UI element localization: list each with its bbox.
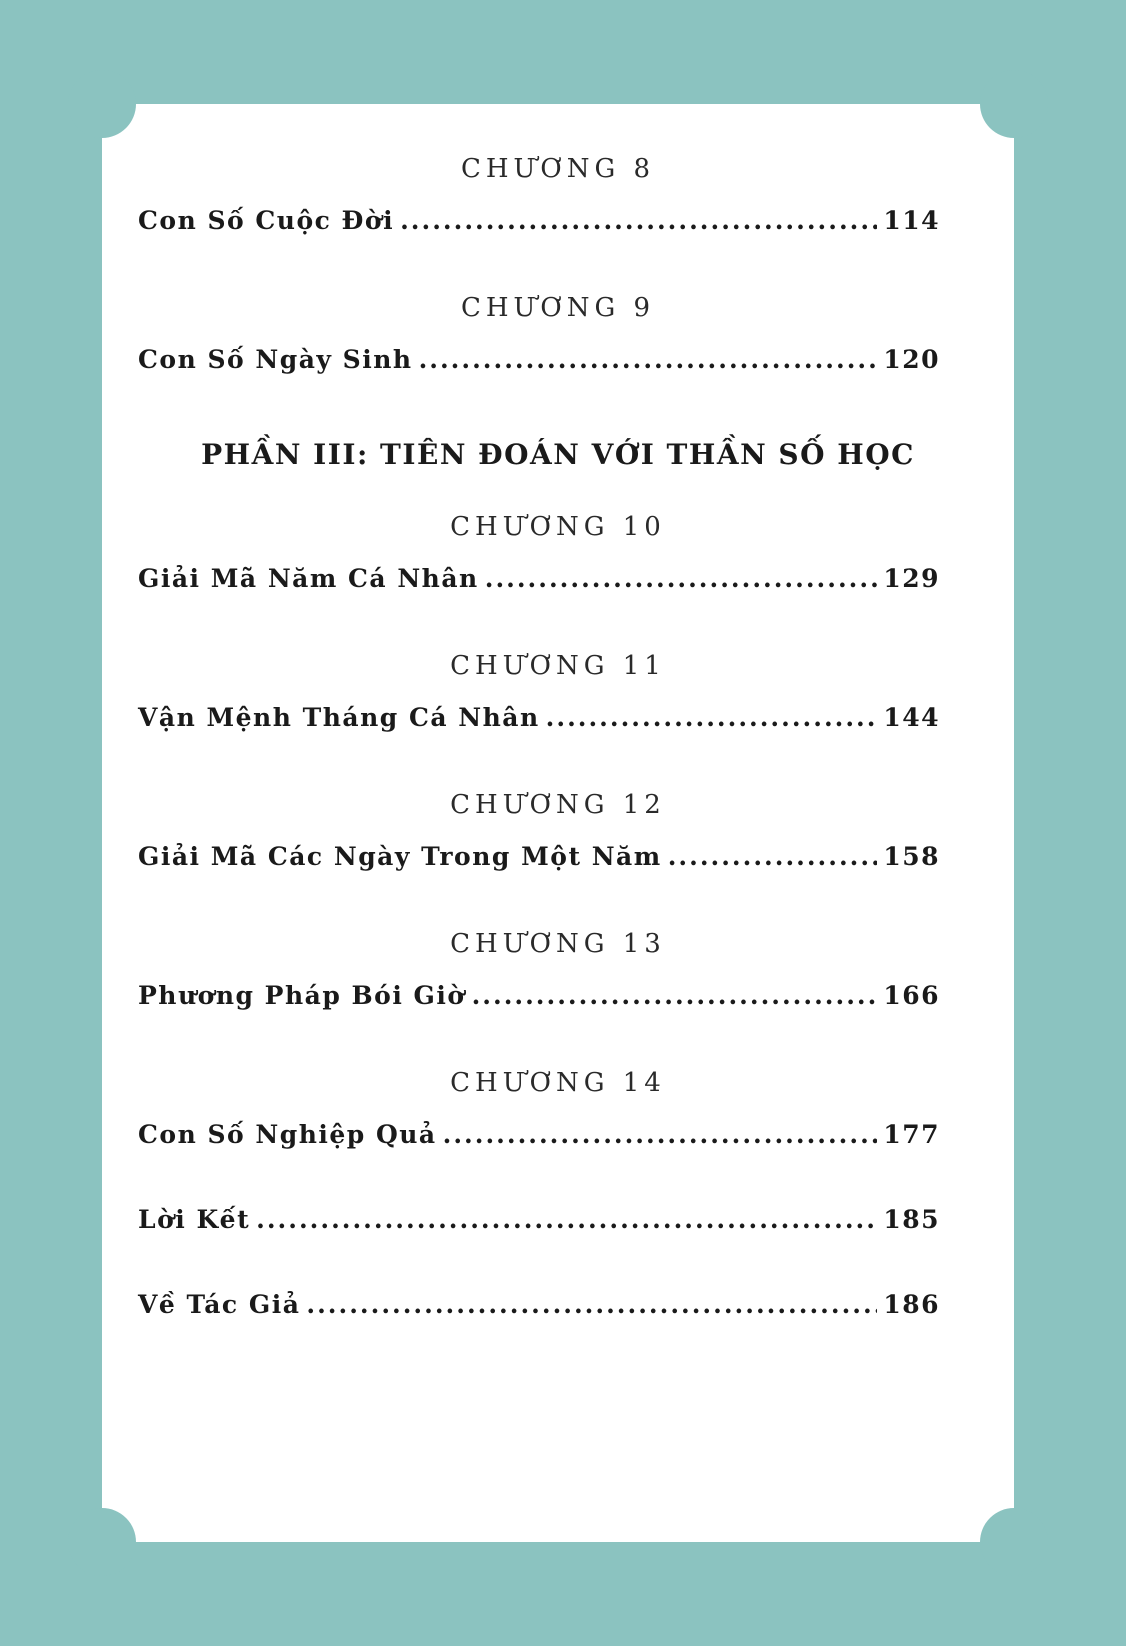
toc-entry[interactable] bbox=[138, 206, 940, 235]
toc-entry-title: Phương Pháp Bói Giờ bbox=[138, 981, 466, 1010]
toc-entry-title: Vận Mệnh Tháng Cá Nhân bbox=[138, 703, 540, 732]
toc-entry-title: Con Số Ngày Sinh bbox=[138, 345, 413, 374]
chapter-heading: CHƯƠNG 12 bbox=[450, 790, 666, 820]
toc-entry-page: 129 bbox=[883, 564, 940, 593]
toc-entry[interactable] bbox=[138, 345, 940, 374]
chapter-heading: CHƯƠNG 9 bbox=[460, 293, 656, 323]
toc-entry-page: 120 bbox=[883, 345, 940, 374]
chapter-heading: CHƯƠNG 10 bbox=[450, 512, 666, 542]
toc-entry-page: 144 bbox=[883, 703, 940, 732]
chapter-heading: CHƯƠNG 8 bbox=[460, 154, 656, 184]
toc-entry-page: 186 bbox=[883, 1290, 940, 1319]
toc-card bbox=[102, 104, 1014, 1542]
toc-entry-title: Con Số Nghiệp Quả bbox=[138, 1120, 437, 1149]
corner-notch bbox=[980, 1508, 1048, 1576]
dot-leader bbox=[485, 564, 878, 593]
dot-leader bbox=[443, 1120, 878, 1149]
toc-entry[interactable] bbox=[138, 981, 940, 1010]
toc-entry[interactable] bbox=[138, 1290, 940, 1319]
toc-entry-page: 177 bbox=[883, 1120, 940, 1149]
dot-leader bbox=[546, 703, 878, 732]
dot-leader bbox=[306, 1290, 877, 1319]
toc-entry-page: 166 bbox=[883, 981, 940, 1010]
toc-entry[interactable] bbox=[138, 842, 940, 871]
toc-entry[interactable] bbox=[138, 703, 940, 732]
toc-entry-page: 185 bbox=[883, 1205, 940, 1234]
toc-entry-title: Giải Mã Các Ngày Trong Một Năm bbox=[138, 842, 662, 871]
dot-leader bbox=[400, 206, 877, 235]
corner-notch bbox=[68, 1508, 136, 1576]
toc-entry-title: Con Số Cuộc Đời bbox=[138, 206, 395, 235]
corner-notch bbox=[68, 70, 136, 138]
chapter-heading: CHƯƠNG 13 bbox=[450, 929, 666, 959]
toc-entry-title: Giải Mã Năm Cá Nhân bbox=[138, 564, 479, 593]
chapter-heading: CHƯƠNG 14 bbox=[450, 1068, 666, 1098]
part-heading: PHẦN III: TIÊN ĐOÁN VỚI THẦN SỐ HỌC bbox=[201, 438, 915, 471]
dot-leader bbox=[256, 1205, 877, 1234]
toc-entry[interactable] bbox=[138, 1120, 940, 1149]
toc-entry-title: Lời Kết bbox=[138, 1205, 251, 1234]
dot-leader bbox=[472, 981, 878, 1010]
chapter-heading: CHƯƠNG 11 bbox=[450, 651, 666, 681]
toc-entry[interactable] bbox=[138, 564, 940, 593]
corner-notch bbox=[980, 70, 1048, 138]
dot-leader bbox=[668, 842, 878, 871]
toc-entry-title: Về Tác Giả bbox=[138, 1290, 301, 1319]
toc-entry-page: 114 bbox=[883, 206, 940, 235]
toc-entry-page: 158 bbox=[883, 842, 940, 871]
dot-leader bbox=[419, 345, 878, 374]
toc-entry[interactable] bbox=[138, 1205, 940, 1234]
